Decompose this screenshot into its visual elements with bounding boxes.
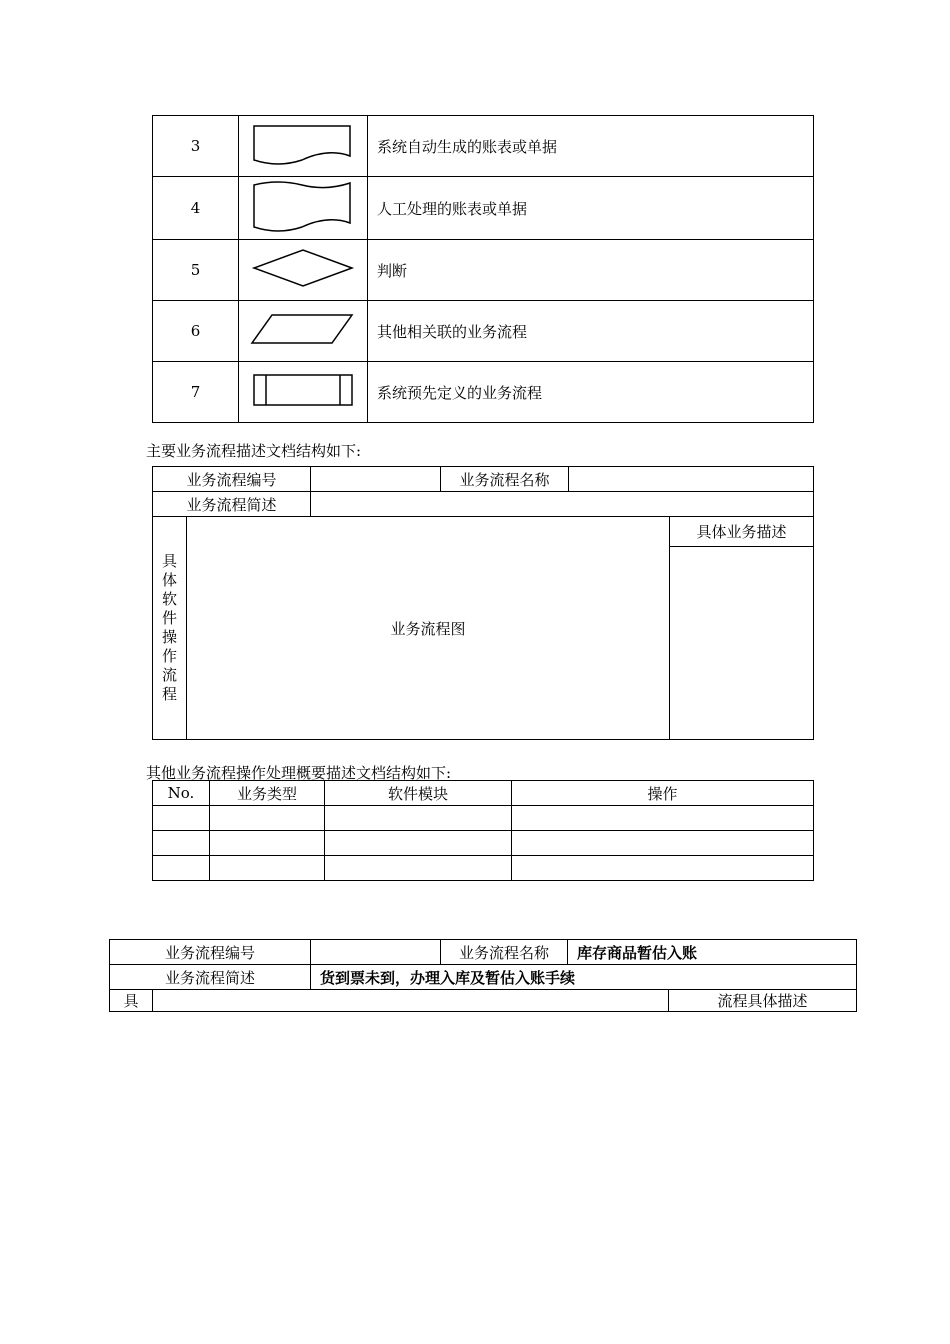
symbol-row — [153, 240, 814, 301]
process-name-value — [569, 467, 814, 492]
process-code-value — [311, 467, 441, 492]
symbol-description: 系统自动生成的账表或单据 — [368, 116, 814, 177]
other-structure-intro: 其他业务流程操作处理概要描述文档结构如下: — [146, 764, 452, 782]
header-business-type: 业务类型 — [210, 781, 325, 806]
table-header-row — [153, 781, 814, 806]
symbol-description: 系统预先定义的业务流程 — [368, 362, 814, 423]
other-process-table — [152, 780, 814, 881]
business-description-label: 具体业务描述 — [670, 517, 814, 547]
process-summary-label: 业务流程简述 — [110, 965, 311, 990]
symbol-row — [153, 301, 814, 362]
process-summary-value: 货到票未到，办理入库及暂估入账手续 — [311, 965, 857, 990]
process-code-label: 业务流程编号 — [153, 467, 311, 492]
symbol-description: 其他相关联的业务流程 — [368, 301, 814, 362]
process-name-value: 库存商品暂估入账 — [568, 940, 857, 965]
process-code-value — [311, 940, 441, 965]
multi-document-shape-icon — [239, 177, 368, 240]
header-no: No. — [153, 781, 210, 806]
document-shape-icon — [239, 116, 368, 177]
main-process-table — [152, 466, 814, 740]
symbol-number: 7 — [153, 362, 239, 423]
main-structure-intro: 主要业务流程描述文档结构如下: — [146, 442, 362, 460]
header-software-module: 软件模块 — [325, 781, 512, 806]
process-description-label: 流程具体描述 — [669, 990, 857, 1012]
symbol-description: 人工处理的账表或单据 — [368, 177, 814, 240]
software-operation-side-label: 具 — [110, 990, 153, 1012]
process-code-label: 业务流程编号 — [110, 940, 311, 965]
table-row — [153, 856, 814, 881]
symbol-row — [153, 116, 814, 177]
software-operation-side-label: 具体软件操作流程 — [153, 517, 187, 740]
table-row — [153, 831, 814, 856]
symbol-number: 6 — [153, 301, 239, 362]
process-summary-value — [311, 492, 814, 517]
table-row — [153, 806, 814, 831]
symbol-row — [153, 177, 814, 240]
example-process-table — [109, 939, 857, 1012]
symbol-number: 5 — [153, 240, 239, 301]
parallelogram-icon — [239, 301, 368, 362]
process-summary-label: 业务流程简述 — [153, 492, 311, 517]
symbol-row — [153, 362, 814, 423]
process-name-label: 业务流程名称 — [441, 467, 569, 492]
business-description-area — [670, 547, 814, 740]
process-name-label: 业务流程名称 — [441, 940, 568, 965]
symbol-description: 判断 — [368, 240, 814, 301]
process-diagram-area — [153, 990, 669, 1012]
process-diagram-area: 业务流程图 — [187, 517, 670, 740]
symbol-number: 4 — [153, 177, 239, 240]
symbol-table — [152, 115, 814, 423]
header-operation: 操作 — [512, 781, 814, 806]
decision-diamond-icon — [239, 240, 368, 301]
symbol-number: 3 — [153, 116, 239, 177]
predefined-process-icon — [239, 362, 368, 423]
